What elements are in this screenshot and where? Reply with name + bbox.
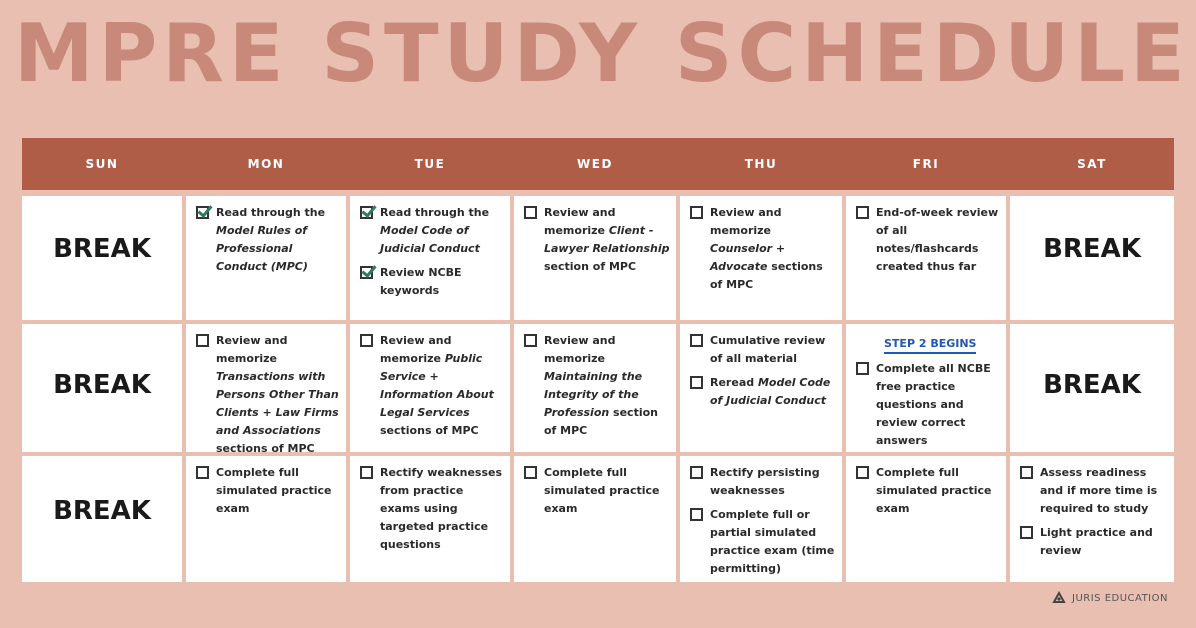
cell-week3-sun: [22, 456, 182, 582]
cell-week2-wed: [514, 324, 676, 452]
cell-week1-wed: [514, 196, 676, 320]
checkbox-icon[interactable]: [690, 334, 703, 347]
task-item: [688, 332, 836, 368]
break-label: BREAK: [53, 234, 151, 264]
schedule-grid: [22, 138, 1174, 584]
break-label: BREAK: [53, 496, 151, 526]
cell-week1-sat: [1010, 196, 1174, 320]
day-header-fri: FRI: [912, 157, 940, 171]
task-item: [358, 264, 504, 300]
task-text: Complete full simulated practice exam: [544, 466, 660, 515]
checkbox-icon[interactable]: [360, 466, 373, 479]
juris-logo-icon: [1052, 591, 1066, 605]
day-header-thu: THU: [744, 157, 778, 171]
task-text: Review NCBE keywords: [380, 266, 462, 297]
task-text: Review and memorize Counselor + Advocate sections of MPC: [710, 206, 823, 291]
checkbox-icon[interactable]: [690, 466, 703, 479]
checked-checkbox-icon[interactable]: [360, 206, 373, 219]
step-2-begins-label: STEP 2 BEGINS: [884, 336, 976, 354]
task-text: Complete all NCBE free practice questions and review correct answers: [876, 362, 991, 447]
checkbox-icon[interactable]: [196, 334, 209, 347]
task-item: [194, 204, 340, 276]
cell-week1-sun: [22, 196, 182, 320]
task-item: [1018, 524, 1168, 560]
task-item: [358, 204, 504, 258]
task-item: [522, 464, 670, 518]
day-header-mon: MON: [247, 157, 285, 171]
task-text: End-of-week review of all notes/flashcards created thus far: [876, 206, 999, 273]
day-header-wed: WED: [577, 157, 613, 171]
cell-week3-thu: [680, 456, 842, 582]
checkbox-icon[interactable]: [524, 466, 537, 479]
page-title: MPRE STUDY SCHEDULE: [14, 7, 1190, 100]
task-text: Read through the Model Rules of Professional Conduct (MPC): [216, 206, 326, 273]
day-header-sun: SUN: [85, 157, 119, 171]
task-text: Complete full or partial simulated practice exam (time permitting): [710, 508, 835, 575]
task-item: [688, 506, 836, 578]
checkbox-icon[interactable]: [524, 334, 537, 347]
checkbox-icon[interactable]: [856, 362, 869, 375]
cell-week3-tue: [350, 456, 510, 582]
cell-week2-thu: [680, 324, 842, 452]
task-item: [688, 204, 836, 294]
checkbox-icon[interactable]: [1020, 526, 1033, 539]
checkbox-icon[interactable]: [690, 206, 703, 219]
task-item: [854, 360, 1000, 450]
task-text: Rectify persisting weaknesses: [710, 466, 820, 497]
brand-footer: [1052, 588, 1168, 608]
task-item: [854, 464, 1000, 518]
cell-week2-tue: [350, 324, 510, 452]
task-list: [854, 360, 1000, 450]
cell-week3-fri: [846, 456, 1006, 582]
task-item: [522, 332, 670, 440]
task-item: [688, 374, 836, 410]
checkbox-icon[interactable]: [690, 508, 703, 521]
task-item: [194, 464, 340, 518]
task-item: [1018, 464, 1168, 518]
task-text: Assess readiness and if more time is required to study: [1040, 466, 1158, 515]
checked-checkbox-icon[interactable]: [360, 266, 373, 279]
checkbox-icon[interactable]: [856, 206, 869, 219]
task-text: Review and memorize Public Service + Information About Legal Services sections of MPC: [380, 334, 494, 437]
break-label: BREAK: [1043, 234, 1141, 264]
task-item: [688, 464, 836, 500]
task-item: [194, 332, 340, 452]
task-text: Cumulative review of all material: [710, 334, 826, 365]
checkbox-icon[interactable]: [1020, 466, 1033, 479]
cell-week1-tue: [350, 196, 510, 320]
task-item: [358, 332, 504, 440]
checkbox-icon[interactable]: [524, 206, 537, 219]
cell-week3-wed: [514, 456, 676, 582]
task-text: Complete full simulated practice exam: [876, 466, 992, 515]
break-label: BREAK: [1043, 370, 1141, 400]
cell-week1-fri: [846, 196, 1006, 320]
day-header-tue: TUE: [414, 157, 446, 171]
break-label: BREAK: [53, 370, 151, 400]
day-header-sat: SAT: [1077, 157, 1107, 171]
task-text: Read through the Model Code of Judicial Conduct: [380, 206, 490, 255]
task-text: Review and memorize Transactions with Persons Other Than Clients + Law Firms and Associations sections of MPC: [216, 334, 339, 452]
brand-name: JURIS EDUCATION: [1072, 592, 1168, 604]
task-item: [358, 464, 504, 554]
task-text: Review and memorize Maintaining the Integrity of the Profession section of MPC: [544, 334, 658, 437]
cell-week2-sat: [1010, 324, 1174, 452]
day-header-row: [22, 138, 1174, 190]
cell-week1-mon: [186, 196, 346, 320]
checkbox-icon[interactable]: [690, 376, 703, 389]
cell-week3-sat: [1010, 456, 1174, 582]
checked-checkbox-icon[interactable]: [196, 206, 209, 219]
checkbox-icon[interactable]: [196, 466, 209, 479]
task-text: Review and memorize Client -Lawyer Relationship section of MPC: [544, 206, 670, 273]
task-text: Light practice and review: [1040, 526, 1153, 557]
cell-week1-thu: [680, 196, 842, 320]
task-text: Rectify weaknesses from practice exams using targeted practice questions: [380, 466, 503, 551]
task-text: Reread Model Code of Judicial Conduct: [710, 376, 831, 407]
checkbox-icon[interactable]: [360, 334, 373, 347]
checkbox-icon[interactable]: [856, 466, 869, 479]
task-text: Complete full simulated practice exam: [216, 466, 332, 515]
cell-week2-fri: [846, 324, 1006, 452]
cell-week3-mon: [186, 456, 346, 582]
task-item: [854, 204, 1000, 276]
cell-week2-sun: [22, 324, 182, 452]
cell-week2-mon: [186, 324, 346, 452]
task-item: [522, 204, 670, 276]
